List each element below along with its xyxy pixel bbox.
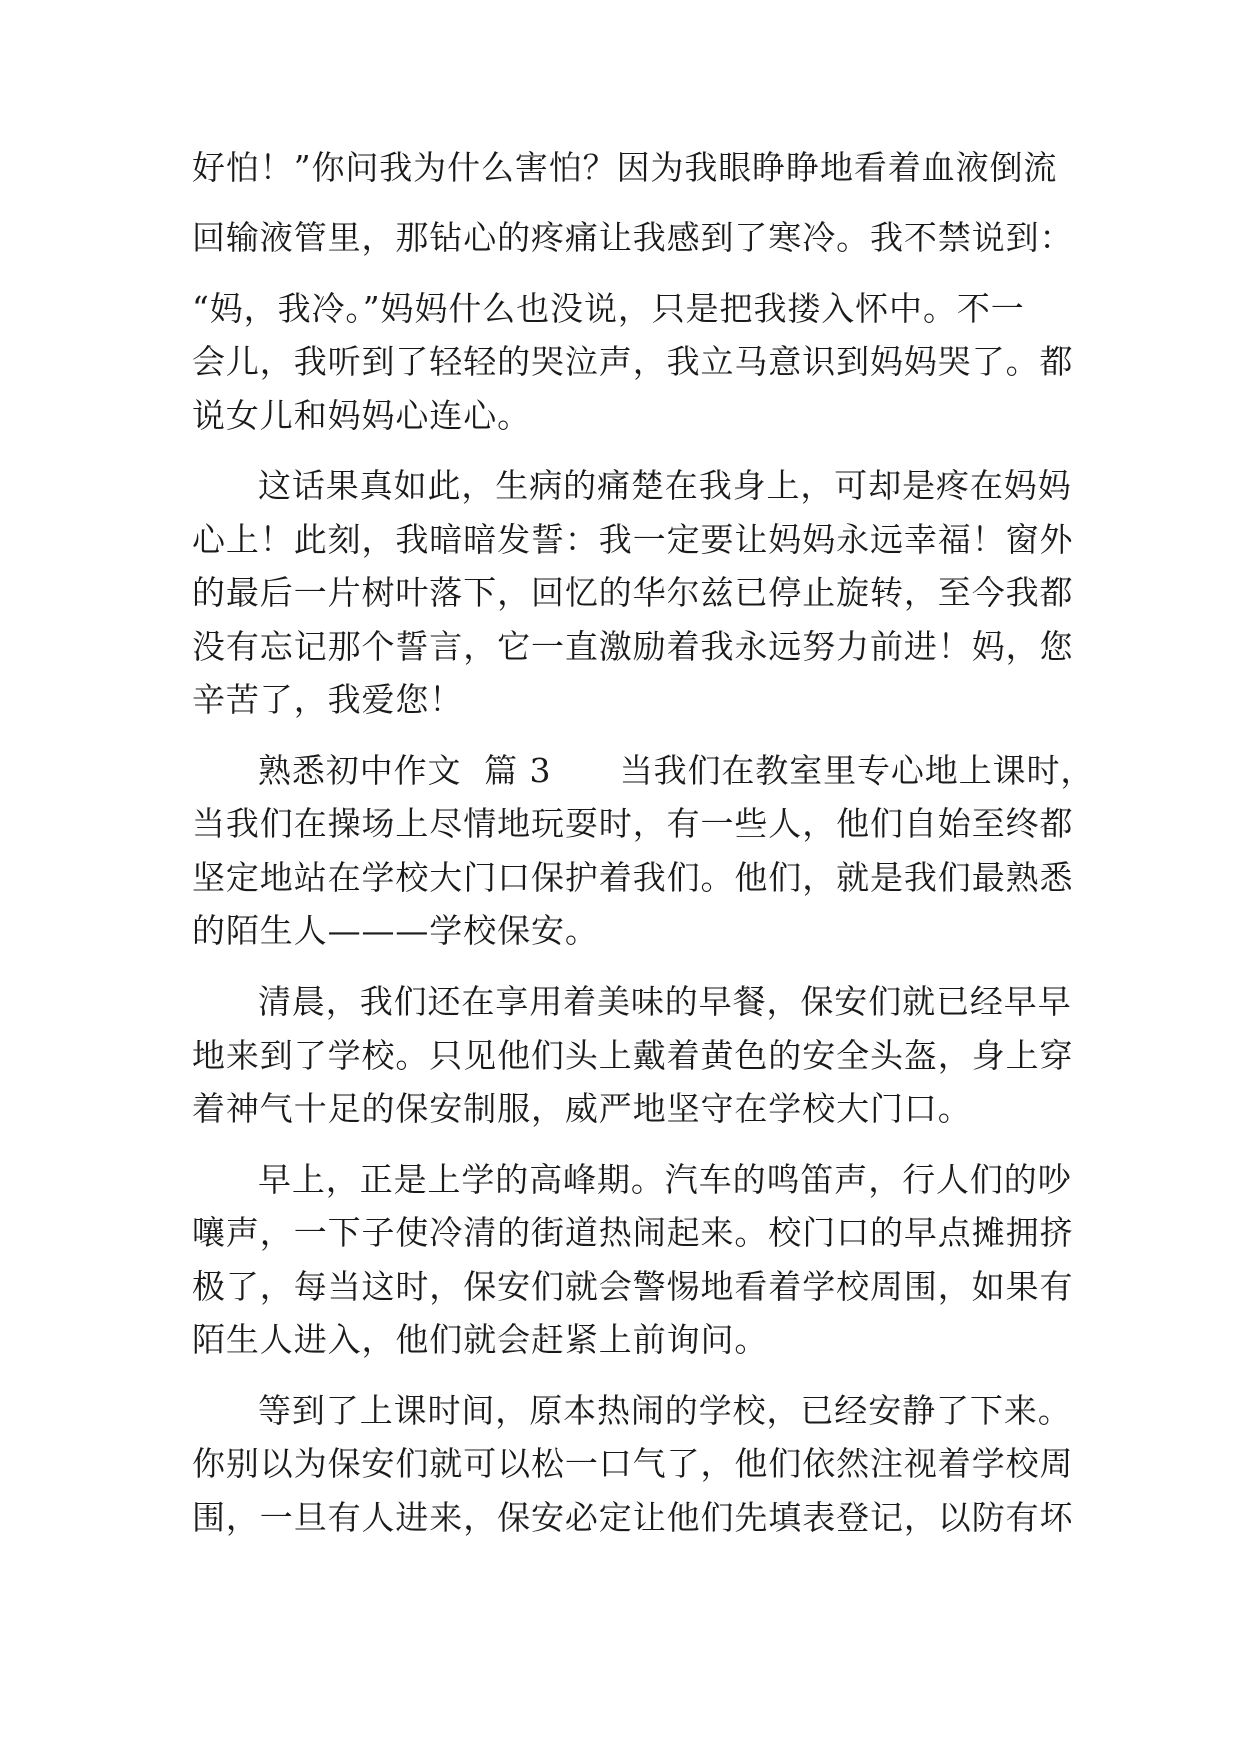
text-line: 辛苦了，我爱您！ [192,680,464,719]
paragraph-first-line: 等到了上课时间，原本热闹的学校，已经安静了下来。 [258,1391,1072,1430]
text-line: 极了，每当这时，保安们就会警惕地看着学校周围，如果有 [192,1267,1074,1306]
text-line: 你别以为保安们就可以松一口气了，他们依然注视着学校周 [192,1444,1074,1483]
section-heading-line: 熟悉初中作文 篇 3 当我们在教室里专心地上课时， [258,751,1095,790]
text-line: 坚定地站在学校大门口保护着我们。他们，就是我们最熟悉 [192,858,1074,897]
text-line: 地来到了学校。只见他们头上戴着黄色的安全头盔，身上穿 [192,1036,1074,1075]
text-line: 的陌生人———学校保安。 [192,911,599,950]
text-line: 没有忘记那个誓言，它一直激励着我永远努力前进！妈，您 [192,627,1074,666]
paragraph-first-line: 清晨，我们还在享用着美味的早餐，保安们就已经早早 [258,982,1072,1021]
paragraph-first-line: 早上，正是上学的高峰期。汽车的鸣笛声，行人们的吵 [258,1160,1072,1199]
text-line: 回输液管里，那钻心的疼痛让我感到了寒冷。我不禁说到： [192,218,1074,257]
text-line: 围，一旦有人进来，保安必定让他们先填表登记，以防有坏 [192,1498,1074,1537]
text-line: 陌生人进入，他们就会赶紧上前询问。 [192,1320,769,1359]
text-line: “妈，我冷。”妈妈什么也没说，只是把我搂入怀中。不一 [192,289,1025,328]
paragraph-first-line: 这话果真如此，生病的痛楚在我身上，可却是疼在妈妈 [258,466,1072,505]
text-line: 心上！此刻，我暗暗发誓：我一定要让妈妈永远幸福！窗外 [192,520,1074,559]
text-line: 嚷声，一下子使冷清的街道热闹起来。校门口的早点摊拥挤 [192,1213,1074,1252]
text-line: 当我们在操场上尽情地玩耍时，有一些人，他们自始至终都 [192,804,1074,843]
text-line: 的最后一片树叶落下，回忆的华尔兹已停止旋转，至今我都 [192,573,1074,612]
text-line: 说女儿和妈妈心连心。 [192,396,531,435]
text-line: 好怕！”你问我为什么害怕？因为我眼睁睁地看着血液倒流 [192,148,1058,187]
text-line: 会儿，我听到了轻轻的哭泣声，我立马意识到妈妈哭了。都 [192,342,1074,381]
text-line: 着神气十足的保安制服，威严地坚守在学校大门口。 [192,1089,972,1128]
